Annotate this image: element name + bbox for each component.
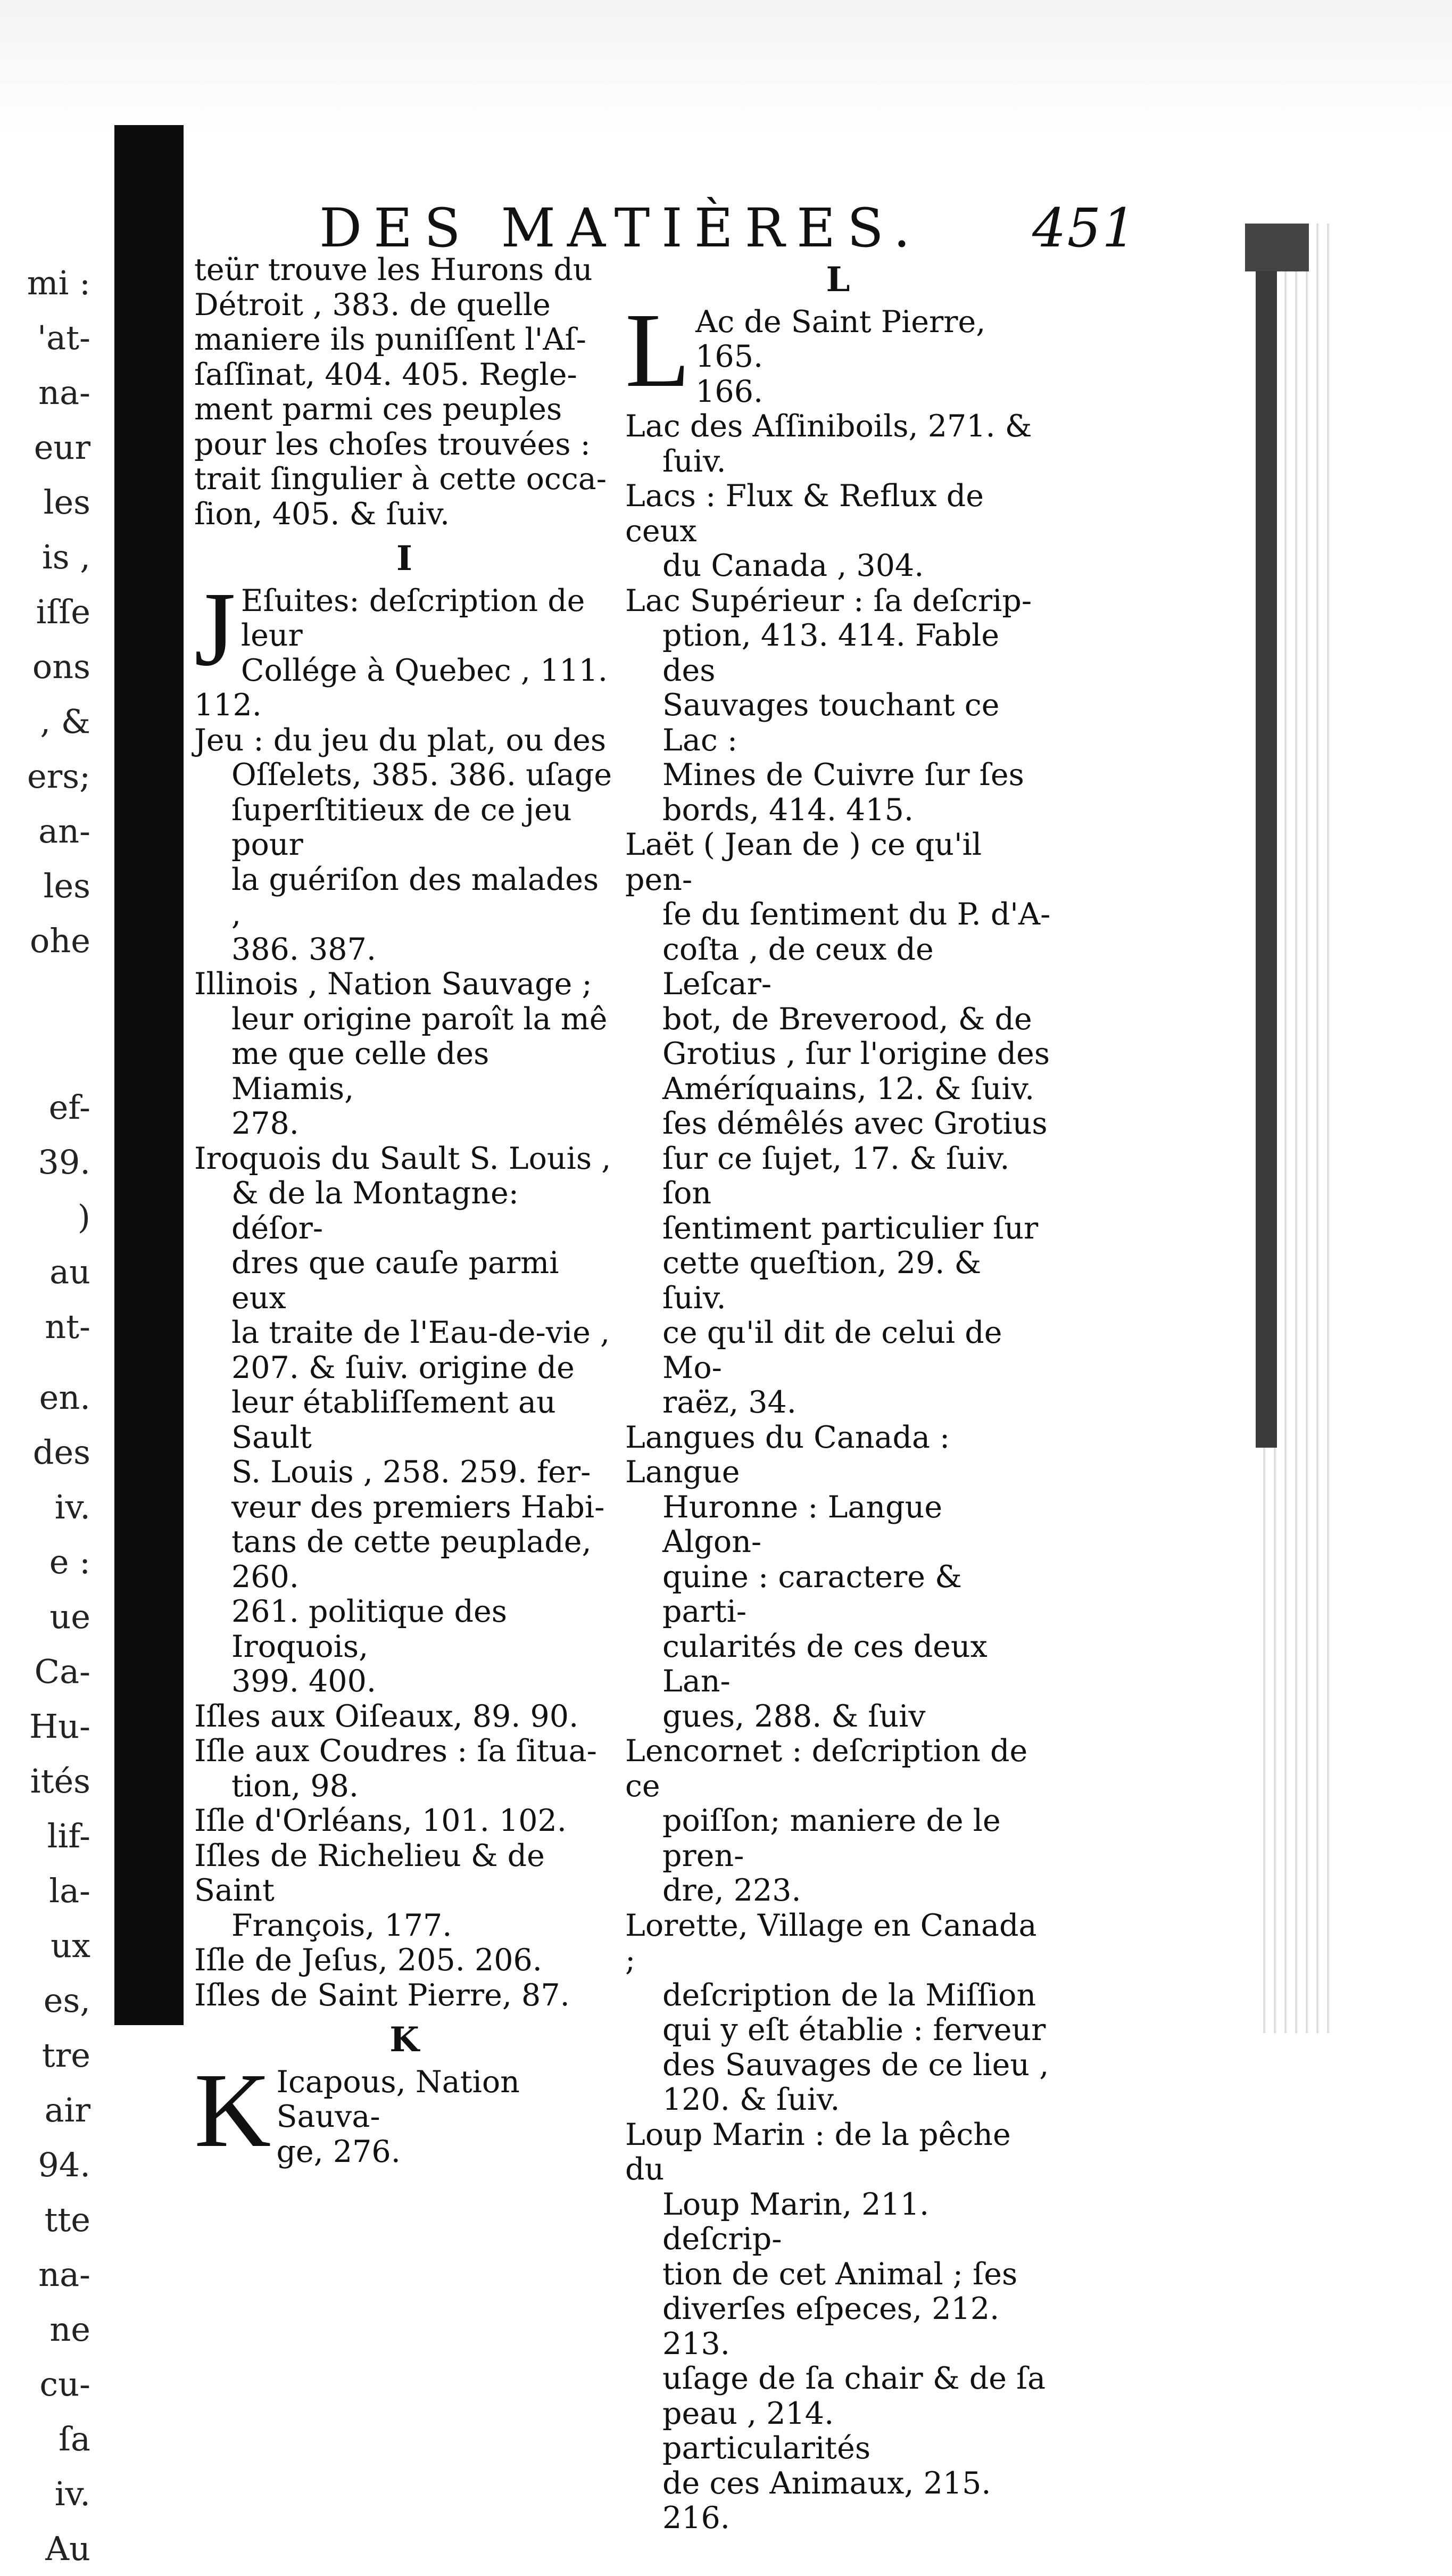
- margin-fragment: ue: [49, 1597, 90, 1636]
- margin-fragment: tre: [42, 2036, 90, 2075]
- index-line: leur origine paroît la mê: [231, 1001, 608, 1037]
- drop-cap-l: L: [625, 291, 691, 409]
- index-line: Mines de Cuivre ſur ſes: [662, 757, 1024, 792]
- index-line: ſentiment particulier ſur: [662, 1210, 1039, 1246]
- margin-fragment: la-: [49, 1871, 90, 1910]
- margin-fragment: 39.: [38, 1143, 90, 1182]
- margin-fragment: ): [77, 1198, 90, 1236]
- index-line: Eſuites: deſcription de leur: [240, 583, 585, 653]
- index-line: ſur ce ſujet, 17. & ſuiv. ſon: [662, 1141, 1010, 1211]
- index-line: 112.: [194, 688, 262, 723]
- index-line: tion de cet Animal ; ſes: [662, 2256, 1018, 2292]
- page-edge-shadow: [1256, 224, 1277, 1448]
- margin-fragment: ons: [32, 647, 90, 686]
- index-line: tans de cette peuplade, 260.: [231, 1524, 592, 1595]
- margin-fragment: ſa: [59, 2420, 90, 2458]
- index-line: teür trouve les Hurons du: [194, 252, 593, 287]
- margin-fragment: nt-: [45, 1307, 90, 1346]
- margin-fragment: , &: [40, 702, 90, 741]
- index-line: Iſles aux Oiſeaux, 89. 90.: [194, 1698, 579, 1734]
- index-entry: [625, 584, 1051, 828]
- letter-heading-k: K: [389, 2020, 419, 2060]
- margin-fragment: eur: [34, 428, 90, 467]
- index-line: Laët ( Jean de ) ce qu'il pen-: [625, 827, 982, 897]
- margin-fragment: en.: [39, 1378, 90, 1417]
- margin-fragment: 'at-: [37, 318, 90, 357]
- index-line: Lac des Aſſiniboils, 271. &: [625, 409, 1032, 444]
- page-edge-top-block: [1245, 224, 1309, 271]
- index-line: du Canada , 304.: [662, 548, 924, 583]
- index-line: 166.: [695, 374, 764, 409]
- index-line: ſaſſinat, 404. 405. Regle-: [194, 357, 577, 392]
- index-line: bords, 414. 415.: [662, 792, 914, 828]
- index-entry: [194, 1804, 615, 1839]
- drop-cap-j: J: [194, 570, 236, 688]
- index-line: deſcription de la Miſſion: [662, 1977, 1036, 2013]
- index-line: S. Louis , 258. 259. fer-: [231, 1455, 591, 1490]
- entry-kicapous: [194, 2051, 615, 2170]
- index-line: Lac Supérieur : ſa deſcrip-: [625, 583, 1032, 618]
- margin-fragment: mi :: [27, 263, 90, 302]
- margin-fragment: ers;: [27, 757, 90, 796]
- index-line: François, 177.: [231, 1908, 452, 1943]
- index-line: quine : caractere & parti-: [662, 1559, 962, 1629]
- letter-heading-l: L: [826, 260, 850, 300]
- index-line: dre, 223.: [662, 1873, 801, 1908]
- margin-fragment: iv.: [54, 1488, 90, 1526]
- index-line: ſion, 405. & ſuiv.: [194, 496, 450, 532]
- index-line: pour les choſes trouvées :: [194, 426, 591, 462]
- index-line: peau , 214. particularités: [662, 2396, 871, 2466]
- index-line: des Sauvages de ce lieu ,: [662, 2047, 1049, 2083]
- facing-page-fragments: [0, 255, 106, 2568]
- margin-fragment: 94.: [38, 2145, 90, 2184]
- index-line: maniere ils puniſſent l'Aſ-: [194, 322, 586, 357]
- index-line: Icapous, Nation Sauva-: [276, 2064, 520, 2134]
- index-line: 207. & ſuiv. origine de: [231, 1350, 575, 1385]
- index-entry: [194, 1699, 615, 1735]
- index-line: Lorette, Village en Canada ;: [625, 1908, 1037, 1978]
- index-line: coſta , de ceux de Leſcar-: [662, 931, 934, 1002]
- index-line: Illinois , Nation Sauvage ;: [194, 967, 592, 1002]
- index-line: Huronne : Langue Algon-: [662, 1489, 943, 1559]
- index-line: Iſles de Saint Pierre, 87.: [194, 1977, 570, 2013]
- index-line: 386. 387.: [231, 931, 376, 967]
- index-line: me que celle des Miamis,: [231, 1036, 489, 1107]
- margin-fragment: cu-: [39, 2365, 90, 2404]
- index-line: Lacs : Flux & Reflux de ceux: [625, 478, 984, 549]
- index-line: uſage de ſa chair & de ſa: [662, 2361, 1046, 2396]
- index-entry: [194, 1978, 615, 2013]
- index-line: Améríquains, 12. & ſuiv.: [662, 1071, 1035, 1107]
- index-line: Loup Marin, 211. deſcrip-: [662, 2186, 930, 2257]
- index-entry: [194, 723, 615, 968]
- index-entry: [625, 828, 1051, 1421]
- index-line: Jeu : du jeu du plat, ou des: [194, 722, 607, 758]
- index-line: de ces Animaux, 215. 216.: [662, 2465, 991, 2536]
- margin-fragment: na-: [38, 2255, 90, 2294]
- index-entry: [625, 1421, 1051, 1735]
- index-line: 120. & ſuiv.: [662, 2082, 840, 2117]
- margin-fragment: ef-: [48, 1088, 90, 1127]
- index-line: Sauvages touchant ce Lac :: [662, 688, 1000, 758]
- drop-cap-k: K: [194, 2051, 271, 2169]
- index-entry: [625, 2118, 1051, 2536]
- index-line: Iſle aux Coudres : ſa ſitua-: [194, 1733, 597, 1769]
- index-line: 261. politique des Iroquois,: [231, 1594, 507, 1664]
- index-line: la traite de l'Eau-de-vie ,: [231, 1315, 610, 1350]
- index-line: la guériſon des malades ,: [231, 862, 599, 932]
- margin-fragment: ohe: [30, 921, 90, 960]
- index-line: & de la Montagne: déſor-: [231, 1176, 519, 1246]
- margin-fragment: Ca-: [34, 1652, 90, 1691]
- index-line: ce qu'il dit de celui de Mo-: [662, 1315, 1002, 1385]
- index-line: ption, 413. 414. Fable des: [662, 618, 1000, 688]
- margin-fragment: air: [44, 2091, 90, 2129]
- index-entry: [194, 1142, 615, 1699]
- margin-fragment: na-: [38, 373, 90, 412]
- index-entry: [194, 1839, 615, 1944]
- index-line: 278.: [231, 1106, 299, 1141]
- index-line: gues, 288. & ſuiv: [662, 1698, 926, 1734]
- index-line: veur des premiers Habi-: [231, 1489, 605, 1525]
- index-line: ſuperſtitieux de ce jeu pour: [231, 792, 572, 862]
- margin-fragment: iſſe: [36, 592, 90, 631]
- margin-fragment: Au: [45, 2529, 90, 2568]
- index-line: ſes démêlés avec Grotius: [662, 1106, 1048, 1141]
- index-line: Lencornet : deſcription de ce: [625, 1733, 1028, 1804]
- index-line: ge, 276.: [276, 2134, 401, 2169]
- index-entry: [194, 1734, 615, 1804]
- entry-jesuites: [194, 570, 615, 723]
- index-line: cularités de ces deux Lan-: [662, 1629, 988, 1699]
- index-line: dres que cauſe parmi eux: [231, 1245, 559, 1316]
- page-number: 451: [1032, 197, 1137, 259]
- index-line: Oſſelets, 385. 386. uſage: [231, 757, 612, 792]
- index-line: 399. 400.: [231, 1664, 376, 1699]
- index-line: bot, de Breverood, & de: [662, 1001, 1032, 1037]
- index-line: Langues du Canada : Langue: [625, 1419, 950, 1490]
- index-line: poiſſon; maniere de le pren-: [662, 1803, 1001, 1873]
- index-entry: [625, 479, 1051, 584]
- index-entry: [625, 1909, 1051, 2118]
- index-line: Collége à Quebec , 111.: [240, 653, 608, 688]
- index-line: Détroit , 383. de quelle: [194, 287, 551, 323]
- continued-entry: [194, 253, 615, 532]
- margin-fragment: les: [43, 866, 90, 905]
- index-line: qui y eſt établie : ferveur: [662, 2012, 1046, 2047]
- index-line: Iſles de Richelieu & de Saint: [194, 1838, 545, 1908]
- margin-fragment: ux: [51, 1926, 90, 1965]
- margin-fragment: ne: [49, 2310, 90, 2349]
- index-line: trait ſingulier à cette occa-: [194, 461, 607, 497]
- scan-top-margin: [0, 0, 1452, 138]
- index-line: Grotius , ſur l'origine des: [662, 1036, 1050, 1071]
- index-line: Ac de Saint Pierre, 165.: [695, 304, 986, 374]
- margin-fragment: an-: [38, 812, 90, 851]
- index-line: ment parmi ces peuples: [194, 392, 562, 427]
- letter-heading-i: I: [396, 539, 412, 579]
- entry-lac-saint-pierre: [625, 291, 1051, 410]
- index-column-right: [625, 253, 1051, 2536]
- margin-fragment: des: [32, 1433, 90, 1472]
- header-title: DES MATIÈRES.: [319, 197, 922, 259]
- index-line: raëz, 34.: [662, 1385, 796, 1420]
- margin-fragment: is ,: [42, 538, 90, 576]
- index-line: Iſle d'Orléans, 101. 102.: [194, 1803, 567, 1838]
- margin-fragment: iv.: [54, 2474, 90, 2513]
- index-line: cette queſtion, 29. & ſuiv.: [662, 1245, 982, 1316]
- margin-fragment: lif-: [47, 1817, 90, 1855]
- index-line: ſuiv.: [662, 443, 726, 479]
- index-line: Loup Marin : de la pêche du: [625, 2117, 1011, 2187]
- margin-fragment: ités: [30, 1762, 90, 1801]
- index-column-left: [194, 253, 615, 2169]
- book-spine-shadow: [114, 125, 184, 2025]
- index-entry: [625, 1734, 1051, 1909]
- index-line: diverſes eſpeces, 212. 213.: [662, 2291, 1000, 2362]
- index-entry: [194, 1943, 615, 1978]
- index-line: tion, 98.: [231, 1768, 359, 1804]
- index-entry: [194, 967, 615, 1142]
- margin-fragment: Hu-: [29, 1707, 90, 1746]
- index-line: Iſle de Jeſus, 205. 206.: [194, 1943, 542, 1978]
- margin-fragment: les: [43, 483, 90, 522]
- index-line: ſe du ſentiment du P. d'A-: [662, 897, 1051, 932]
- margin-fragment: tte: [44, 2200, 90, 2239]
- margin-fragment: au: [49, 1252, 90, 1291]
- index-entry: [625, 409, 1051, 479]
- index-line: Iroquois du Sault S. Louis ,: [194, 1141, 611, 1176]
- margin-fragment: es,: [43, 1981, 90, 2020]
- index-line: leur établiſſement au Sault: [231, 1385, 556, 1455]
- margin-fragment: e :: [49, 1542, 90, 1581]
